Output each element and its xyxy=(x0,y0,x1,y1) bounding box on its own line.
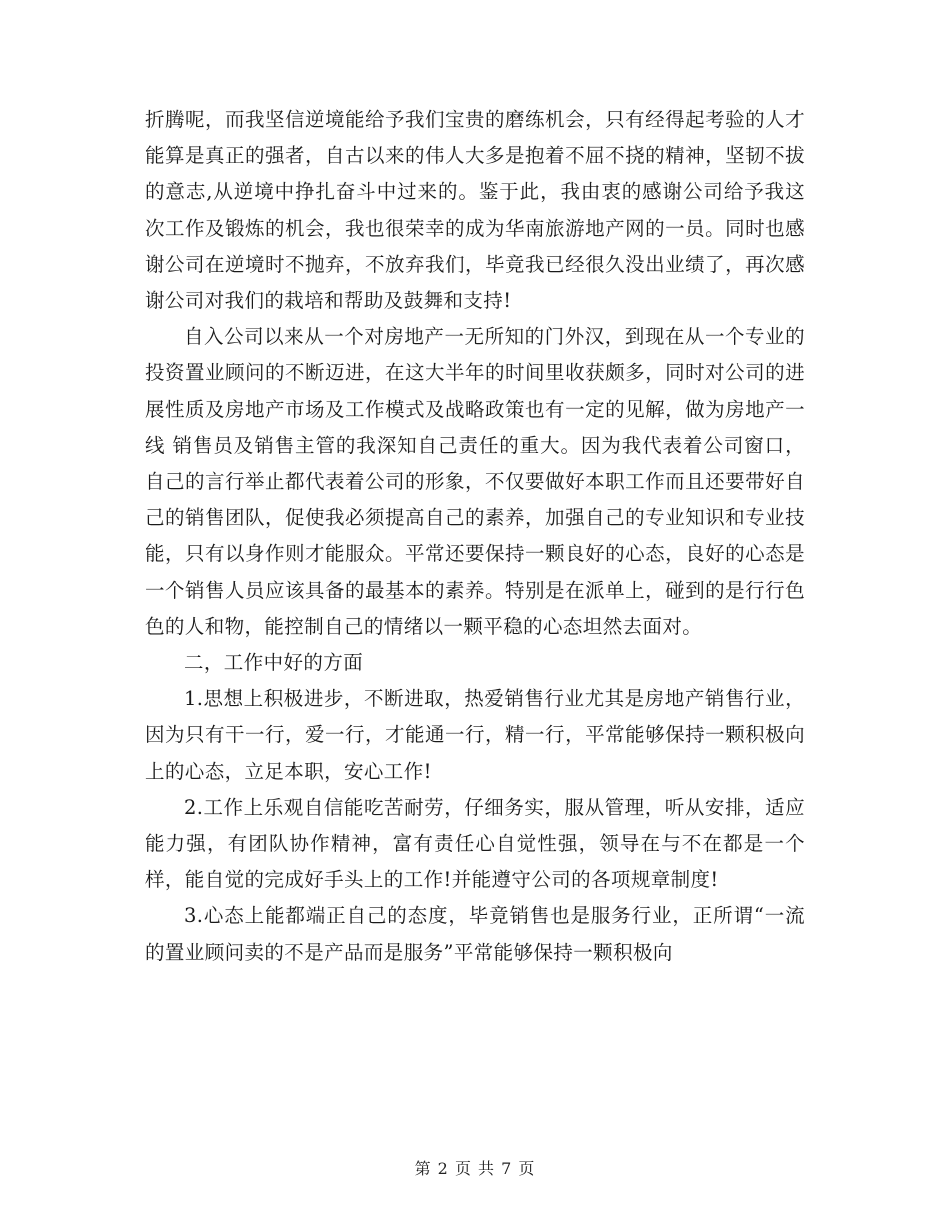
paragraph-1: 折腾呢，而我坚信逆境能给予我们宝贵的磨练机会，只有经得起考验的人才能算是真正的强者，自古以来的伟人大多是抱着不屈不挠的精神，坚韧不拔的意志,从逆境中挣扎奋斗中过来的。鉴于此，我由衷的感谢公司给予我这次工作及锻炼的机会，我也很荣幸的成为华南旅游地产网的一员。同时也感谢公司在逆境时不抛弃，不放弃我们，毕竟我已经很久没出业绩了，再次感谢公司对我们的栽培和帮助及鼓舞和支持! xyxy=(145,108,805,313)
paragraph-item-3: 3.心态上能都端正自己的态度，毕竟销售也是服务行业，正所谓“一流的置业顾问卖的不是产品而是服务”平常能够保持一颗积极向 xyxy=(145,904,805,964)
paragraph-item-2: 2.工作上乐观自信能吃苦耐劳，仔细务实，服从管理，听从安排，适应能力强，有团队协作精神，富有责任心自觉性强，领导在与不在都是一个样，能自觉的完成好手头上的工作!并能遵守公司的各项规章制度! xyxy=(145,795,805,892)
section-heading-good-aspects: 二，工作中好的方面 xyxy=(184,651,364,675)
paragraph-item-1: 1.思想上积极进步，不断进取，热爱销售行业尤其是房地产销售行业，因为只有干一行，爱一行，才能通一行，精一行，平常能够保持一颗积极向上的心态，立足本职，安心工作! xyxy=(145,687,805,783)
document-body xyxy=(145,102,805,971)
paragraph-2: 自入公司以来从一个对房地产一无所知的门外汉，到现在从一个专业的投资置业顾问的不断迈进，在这大半年的时间里收获颇多，同时对公司的进展性质及房地产市场及工作模式及战略政策也有一定的见解，做为房地产一线 销售员及销售主管的我深知自己责任的重大。因为我代表着公司窗口，自己的言行举止都代表着公司的形象，不仅要做好本职工作而且还要带好自己的销售团队，促使我必须提高自己的素养，加强自己的专业知识和专业技能，只有以身作则才能服众。平常还要保持一颗良好的心态，良好的心态是一个销售人员应该具备的最基本的素养。特别是在派单上，碰到的是行行色色的人和物，能控制自己的情绪以一颗平稳的心态坦然去面对。 xyxy=(145,325,805,638)
page-number-footer: 第 2 页 共 7 页 xyxy=(414,1159,536,1178)
